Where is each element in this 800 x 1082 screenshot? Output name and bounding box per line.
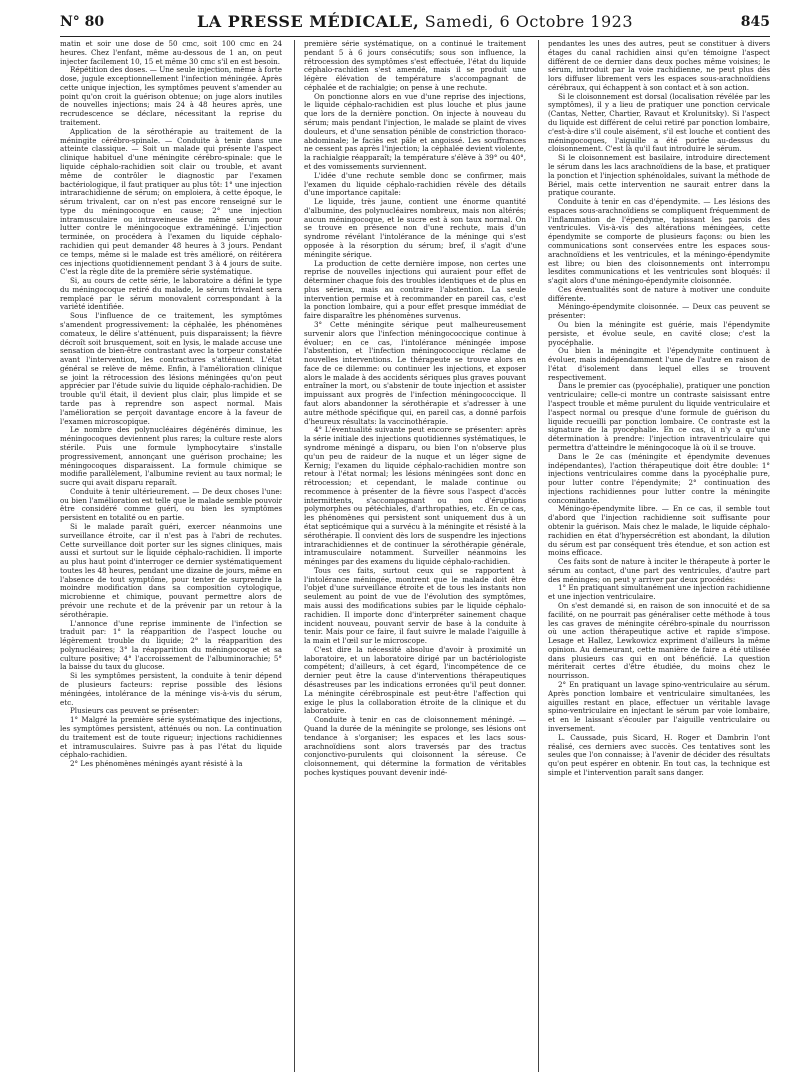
paragraph: On s'est demandé si, en raison de son innocuité et de sa facilité, on ne pourrait pas généraliser cette méthode à tous les cas graves de méningite cérébro-spinale du nourrisson où une action thérapeutique active et rapide s'impose. Lesage et Hallez, Lewkowicz expriment d'ailleurs la même opinion. Au demeurant, cette manière de faire a été utilisée dans plusieurs cas qui en ont bénéficié. La question mériterait certes d'être étudiée, du moins chez le nourrisson. bbox=[548, 601, 770, 681]
paragraph: 3° Cette méningite sérique peut malheureusement survenir alors que l'infection méningococcique continue à évoluer; en ce cas, l'intolérance méningée impose l'abstention, et l'infection méningococcique réclame de nouvelles interventions. Le thérapeute se trouve alors en face de ce dilemme: ou continuer les injections, et exposer alors le malade à des accidents sériques plus graves pouvant entraîner la mort, ou s'abstenir de toute injection et assister impuissant aux progrès de l'infection méningococcique. Il faut alors abandonner la sérothérapie et s'adresser à une autre méthode spécifique qui, en pareil cas, a donné parfois d'heureux résultats: la vaccinothérapie. bbox=[304, 320, 526, 426]
paragraph: matin et soir une dose de 50 cmc, soit 100 cmc en 24 heures. Chez l'enfant, même au-dessous de 1 an, on peut injecter facilement 10, 15 et même 30 cmc s'il en est besoin. bbox=[60, 40, 282, 66]
paragraph: première série systématique, on a continué le traitement pendant 5 à 6 jours consécutifs; sous son influence, la rétrocession des symptômes s'est effectuée, l'état du liquide céphalo-rachidien s'est amendé, mais il se produit une légère élévation de température s'accompagnant de céphalée et de rachialgie; on pense à une rechute. bbox=[304, 40, 526, 92]
paragraph: Le nombre des polynucléaires dégénérés diminue, les méningocoques deviennent plus rares; la culture reste alors stérile. Puis une formule lymphocytaire s'installe progressivement, annonçant une guérison prochaine; les méningocoques disparaissent. La formule chimique se modifie parallèlement, l'albumine revient au taux normal; le sucre qui avait disparu reparaît. bbox=[60, 425, 282, 488]
paragraph: L'idée d'une rechute semble donc se confirmer, mais l'examen du liquide céphalo-rachidien révèle des détails d'une importance capitale: bbox=[304, 170, 526, 198]
column-2 bbox=[304, 40, 526, 1072]
paragraph: Si le cloisonnement est dorsal (localisation révélée par les symptômes), il y a lieu de pratiquer une ponction cervicale (Cantas, Netter, Chartier, Ravaut et Krolunitsky). Si l'aspect du liquide est différent de celui retiré par ponction lombaire, c'est-à-dire s'il coule aisément, s'il est louche et contient des méningocoques, l'aiguille a été portée au-dessus du cloisonnement. C'est là qu'il faut introduire le sérum. bbox=[548, 91, 770, 154]
page-number: 845 bbox=[740, 14, 770, 30]
paragraph: 2° En pratiquant un lavage spino-ventriculaire au sérum. Après ponction lombaire et ventriculaire simultanées, les aiguilles restant en place, effectuer un véritable lavage spino-ventriculaire en injectant le sérum par voie lombaire, et en le laissant s'écouler par l'aiguille ventriculaire ou inversement. bbox=[548, 680, 770, 733]
journal-title bbox=[60, 12, 770, 31]
paragraph: On ponctionne alors en vue d'une reprise des injections, le liquide céphalo-rachidien est plus louche et plus jaune que lors de la dernière ponction. On injecte à nouveau du sérum; mais pendant l'injection, le malade se plaint de vives douleurs, et d'une sensation pénible de constriction thoraco-abdominale; le faciès est pâle et angoissé. Les souffrances ne cessent pas après l'injection; la céphalée devient violente, la rachialgie réapparaît; la température s'élève à 39° ou 40°, et des vomissements surviennent. bbox=[304, 91, 526, 171]
paragraph: 1° Malgré la première série systématique des injections, les symptômes persistent, atténués ou non. La continuation du traitement est de toute rigueur; injections rachidiennes et intramusculaires. Suivre pas à pas l'état du liquide céphalo-rachidien. bbox=[60, 715, 282, 760]
paragraph: 1° En pratiquant simultanément une injection rachidienne et une injection ventriculaire. bbox=[548, 583, 770, 602]
paragraph: Le liquide, très jaune, contient une énorme quantité d'albumine, des polynucléaires nombreux, mais non altérés; aucun méningocoque, et le sucre est à son taux normal. On se trouve en présence non d'une rechute, mais d'un syndrome révélant l'intolérance de la méninge qui s'est opposée à la résorption du sérum; bref, il s'agit d'une méningite sérique. bbox=[304, 197, 526, 259]
paragraph: Plusieurs cas peuvent se présenter: bbox=[70, 706, 200, 716]
paragraph: Dans le premier cas (pyocéphalie), pratiquer une ponction ventriculaire; celle-ci montre un contraste saisissant entre l'aspect trouble et même purulent du liquide ventriculaire et l'aspect normal ou presque d'une formule de guérison du liquide recueilli par ponction lombaire. Ce contraste est la signature de la pyocéphalie. En ce cas, il n'y a qu'une détermination à prendre: l'injection intraventriculaire qui permettra d'atteindre le méningocoque là où il se trouve. bbox=[548, 381, 770, 452]
paragraph: Si, au cours de cette série, le laboratoire a défini le type du méningocoque retiré du malade, le sérum trivalent sera remplacé par le sérum monovalent correspondant à la variété identifiée. bbox=[60, 276, 282, 312]
header-rule bbox=[60, 36, 770, 37]
paragraph: Ces faits sont de nature à inciter le thérapeute à porter le sérum au contact, d'une part des ventricules, d'autre part des méninges; on peut y arriver par deux procédés: bbox=[548, 557, 770, 584]
column-divider bbox=[294, 40, 295, 1072]
paragraph: Conduite à tenir ultérieurement. — De deux choses l'une: ou bien l'amélioration est telle que le malade semble pouvoir être considéré comme guéri, ou bien les symptômes persistent en totalité ou en partie. bbox=[60, 486, 282, 523]
paragraph: L. Caussade, puis Sicard, H. Roger et Dambrin l'ont réalisé, ces derniers avec succès. Ces tentatives sont les seules que l'on connaisse; à l'avenir de décider des résultats qu'on peut espérer en obtenir. En tout cas, la technique est simple et l'intervention paraît sans danger. bbox=[548, 732, 770, 777]
paragraph: Tous ces faits, surtout ceux qui se rapportent à l'intolérance méningée, montrent que le malade doit être l'objet d'une surveillance étroite et de tous les instants non seulement au point de vue de l'évolution des symptômes, mais aussi des modifications subies par le liquide céphalo-rachidien. Il importe donc d'interpréter sainement chaque incident nouveau, pouvant servir de base à la conduite à tenir. Mais pour ce faire, il faut suivre le malade l'aiguille à la main et l'œil sur le microscope. bbox=[304, 565, 526, 646]
paragraph: Dans le 2e cas (méningite et épendymite devenues indépendantes), l'action thérapeutique doit être double: 1° injections ventriculaires comme dans la pyocéphalie pure, pour lutter contre l'épendymite; 2° continuation des injections rachidiennes pour lutter contre la méningite concomitante. bbox=[548, 451, 770, 505]
paragraph: Répétition des doses. — Une seule injection, même à forte dose, jugule exceptionnellement l'infection méningée. Après cette unique injection, les symptômes peuvent s'amender au point qu'on croit la guérison obtenue; on juge alors inutiles de nouvelles injections; mais 24 à 48 heures après, une recrudescence se déclare, nécessitant la reprise du traitement. bbox=[60, 65, 282, 128]
paragraph: pendantes les unes des autres, peut se constituer à divers étages du canal rachidien ainsi qu'en témoigne l'aspect différent de ce dernier dans deux poches même voisines; le sérum, introduit par la voie rachidienne, ne peut plus dès lors diffuser librement vers les espaces sous-arachnoïdiens cérébraux, qui échappent à son contact et à son action. bbox=[548, 40, 770, 92]
paragraph: Ou bien la méningite et l'épendymite continuent à évoluer, mais indépendamment l'une de l'autre en raison de l'état d'isolement dans lequel elles se trouvent respectivement. bbox=[548, 346, 770, 382]
paragraph: La production de cette dernière impose, non certes une reprise de nouvelles injections qui auraient pour effet de déterminer chaque fois des troubles identiques et de plus en plus sérieux, mais au contraire l'abstention. La seule intervention permise et à recommander en pareil cas, c'est la ponction lombaire, qui a pour effet presque immédiat de faire disparaître les phénomènes survenus. bbox=[304, 258, 526, 321]
paragraph: Méningo-épendymite libre. — En ce cas, il semble tout d'abord que l'injection rachidienne soit suffisante pour obtenir la guérison. Mais chez le malade, le liquide céphalo-rachidien en état d'hypersécrétion est abondant, la dilution du sérum est par conséquent très étendue, et son action est moins efficace. bbox=[548, 504, 770, 558]
paragraph: Si le cloisonnement est basilaire, introduire directement le sérum dans les lacs arachnoïdiens de la base, et pratiquer la ponction et l'injection sphénoïdales, suivant la méthode de Bériel, mais cette intervention ne saurait entrer dans la pratique courante. bbox=[548, 153, 770, 198]
paragraph: L'annonce d'une reprise imminente de l'infection se traduit par: 1° la réapparition de l'aspect louche ou légèrement trouble du liquide; 2° la réapparition des polynucléaires; 3° la réapparition du méningocoque et sa culture positive; 4° l'accroissement de l'albuminorachie; 5° la baisse du taux du glucose. bbox=[60, 618, 282, 672]
issue-date: Samedi, 6 Octobre 1923 bbox=[419, 12, 634, 31]
column-1 bbox=[60, 40, 282, 1072]
column-divider bbox=[538, 40, 539, 1072]
paragraph: 2° Les phénomènes méningés ayant résisté à la bbox=[70, 759, 243, 769]
paragraph: Conduite à tenir en cas d'épendymite. — Les lésions des espaces sous-arachnoïdiens se compliquent fréquemment de l'inflammation de l'épendyme, tapissant les parois des ventricules. Vis-à-vis des altérations méningées, cette épendymite se comporte de plusieurs façons: ou bien les communications sont conservées entre les espaces sous-arachnoïdiens et les ventricules, et la méningo-épendymite est libre; ou bien des cloisonnements ont interrompu lesdites communications et les ventricules sont bloqués: il s'agit alors d'une méningo-épendymite cloisonnée. bbox=[548, 197, 770, 286]
paragraph: 4° L'éventualité suivante peut encore se présenter: après la série initiale des injections quotidiennes systématiques, le syndrome méningé a disparu, ou bien l'on n'observe plus qu'un peu de raideur de la nuque et un léger signe de Kernig; l'examen du liquide céphalo-rachidien montre son retour à l'état normal; les lésions méningées sont donc en rétrocession; et cependant, le malade continue ou recommence à présenter de la fièvre sous l'aspect d'accès intermittents, s'accompagnant ou non d'éruptions polymorphes ou pétéchiales, d'arthropathies, etc. En ce cas, les phénomènes qui persistent sont uniquement dus à un état septicémique qui a survécu à la méningite et résisté à la sérothérapie. Il convient dès lors de suspendre les injections intrarachidiennes et de continuer la sérothérapie générale, intramusculaire notamment. Surveiller néanmoins les méninges par des examens du liquide céphalo-rachidien. bbox=[304, 425, 526, 567]
paragraph: Conduite à tenir en cas de cloisonnement méningé. — Quand la durée de la méningite se prolonge, ses lésions ont tendance à s'organiser; les espaces et les lacs sous-arachnoïdiens sont alors traversés par des tractus conjonctivo-purulents qui cloisonnent la séreuse. Ce cloisonnement, qui détermine la formation de véritables poches kystiques pouvant devenir indé- bbox=[304, 715, 526, 777]
paragraph: Si les symptômes persistent, la conduite à tenir dépend de plusieurs facteurs: reprise possible des lésions méningées, intolérance de la méninge vis-à-vis du sérum, etc. bbox=[60, 671, 282, 707]
paragraph: Ces éventualités sont de nature à motiver une conduite différente. bbox=[548, 284, 770, 303]
journal-name: LA PRESSE MÉDICALE, bbox=[196, 12, 420, 31]
paragraph: Si le malade paraît guéri, exercer néanmoins une surveillance étroite, car il n'est pas à l'abri de rechutes. Cette surveillance doit porter sur les signes cliniques, mais aussi et surtout sur le liquide céphalo-rachidien. Il importe au plus haut point d'interroger ce dernier systématiquement toutes les 48 heures, pendant une dizaine de jours, même en l'absence de tout symptôme, pour tenter de surprendre la moindre modification dans sa composition cytologique, microbienne et chimique, pouvant permettre alors de prévoir une rechute et de la prévenir par un retour à la sérothérapie. bbox=[60, 521, 282, 619]
paragraph: Méningo-épendymite cloisonnée. — Deux cas peuvent se présenter: bbox=[548, 302, 770, 321]
paragraph: Sous l'influence de ce traitement, les symptômes s'amendent progressivement: la céphalée, les phénomènes comateux, le délire s'atténuent, puis disparaissent; la fièvre décroît soit brusquement, soit en lysis, le malade accuse une sensation de bien-être contrastant avec la torpeur constatée avant l'intervention, les contractures s'atténuent. L'état général se relève de même. Enfin, à l'amélioration clinique se joint la rétrocession des lésions méningées qu'on peut apprécier par l'étude suivie du liquide céphalo-rachidien. De trouble qu'il était, il devient plus clair, plus limpide et se tarde pas à reprendre son aspect normal. Mais l'amélioration se perçoit davantage encore à la faveur de l'examen microscopique. bbox=[60, 311, 282, 426]
paragraph: Application de la sérothérapie au traitement de la méningite cérébro-spinale. — Conduite à tenir dans une atteinte classique. — Soit un malade qui présente l'aspect clinique habituel d'une méningite cérébro-spinale: que le liquide céphalo-rachidien soit clair ou trouble, et avant même de contrôler le diagnostic par l'examen bactériologique, il faut pratiquer au plus tôt: 1° une injection intrarachidienne de sérum; on emploiera, à cette époque, le sérum trivalent, car on n'est pas encore renseigné sur le type du méningocoque en cause; 2° une injection intramusculaire ou intraveineuse de même sérum pour lutter contre le méningocoque extraméningé. L'injection terminée, on procédera à l'examen du liquide céphalo-rachidien qui peut demander 48 heures à 3 jours. Pendant ce temps, même si le malade est très amélioré, on réitérera ces injections quotidiennement pendant 3 à 4 jours de suite. C'est la règle dite de la première série systématique. bbox=[60, 126, 282, 277]
column-3 bbox=[548, 40, 770, 1072]
issue-number: N° 80 bbox=[60, 14, 105, 30]
paragraph: C'est dire la nécessité absolue d'avoir à proximité un laboratoire, et un laboratoire dirigé par un bactériologiste compétent; d'ailleurs, à cet égard, l'incompétence de ce dernier peut être la cause d'interventions thérapeutiques désastreuses par les indications erronées qu'il peut donner. La méningite cérébrospinale est peut-être l'affection qui exige le plus la collaboration étroite de la clinique et du laboratoire. bbox=[304, 644, 526, 716]
page-header bbox=[60, 12, 770, 38]
paragraph: Ou bien la méningite est guérie, mais l'épendymite persiste, et évolue seule, en cavité close; c'est la pyocéphalie. bbox=[548, 320, 770, 347]
